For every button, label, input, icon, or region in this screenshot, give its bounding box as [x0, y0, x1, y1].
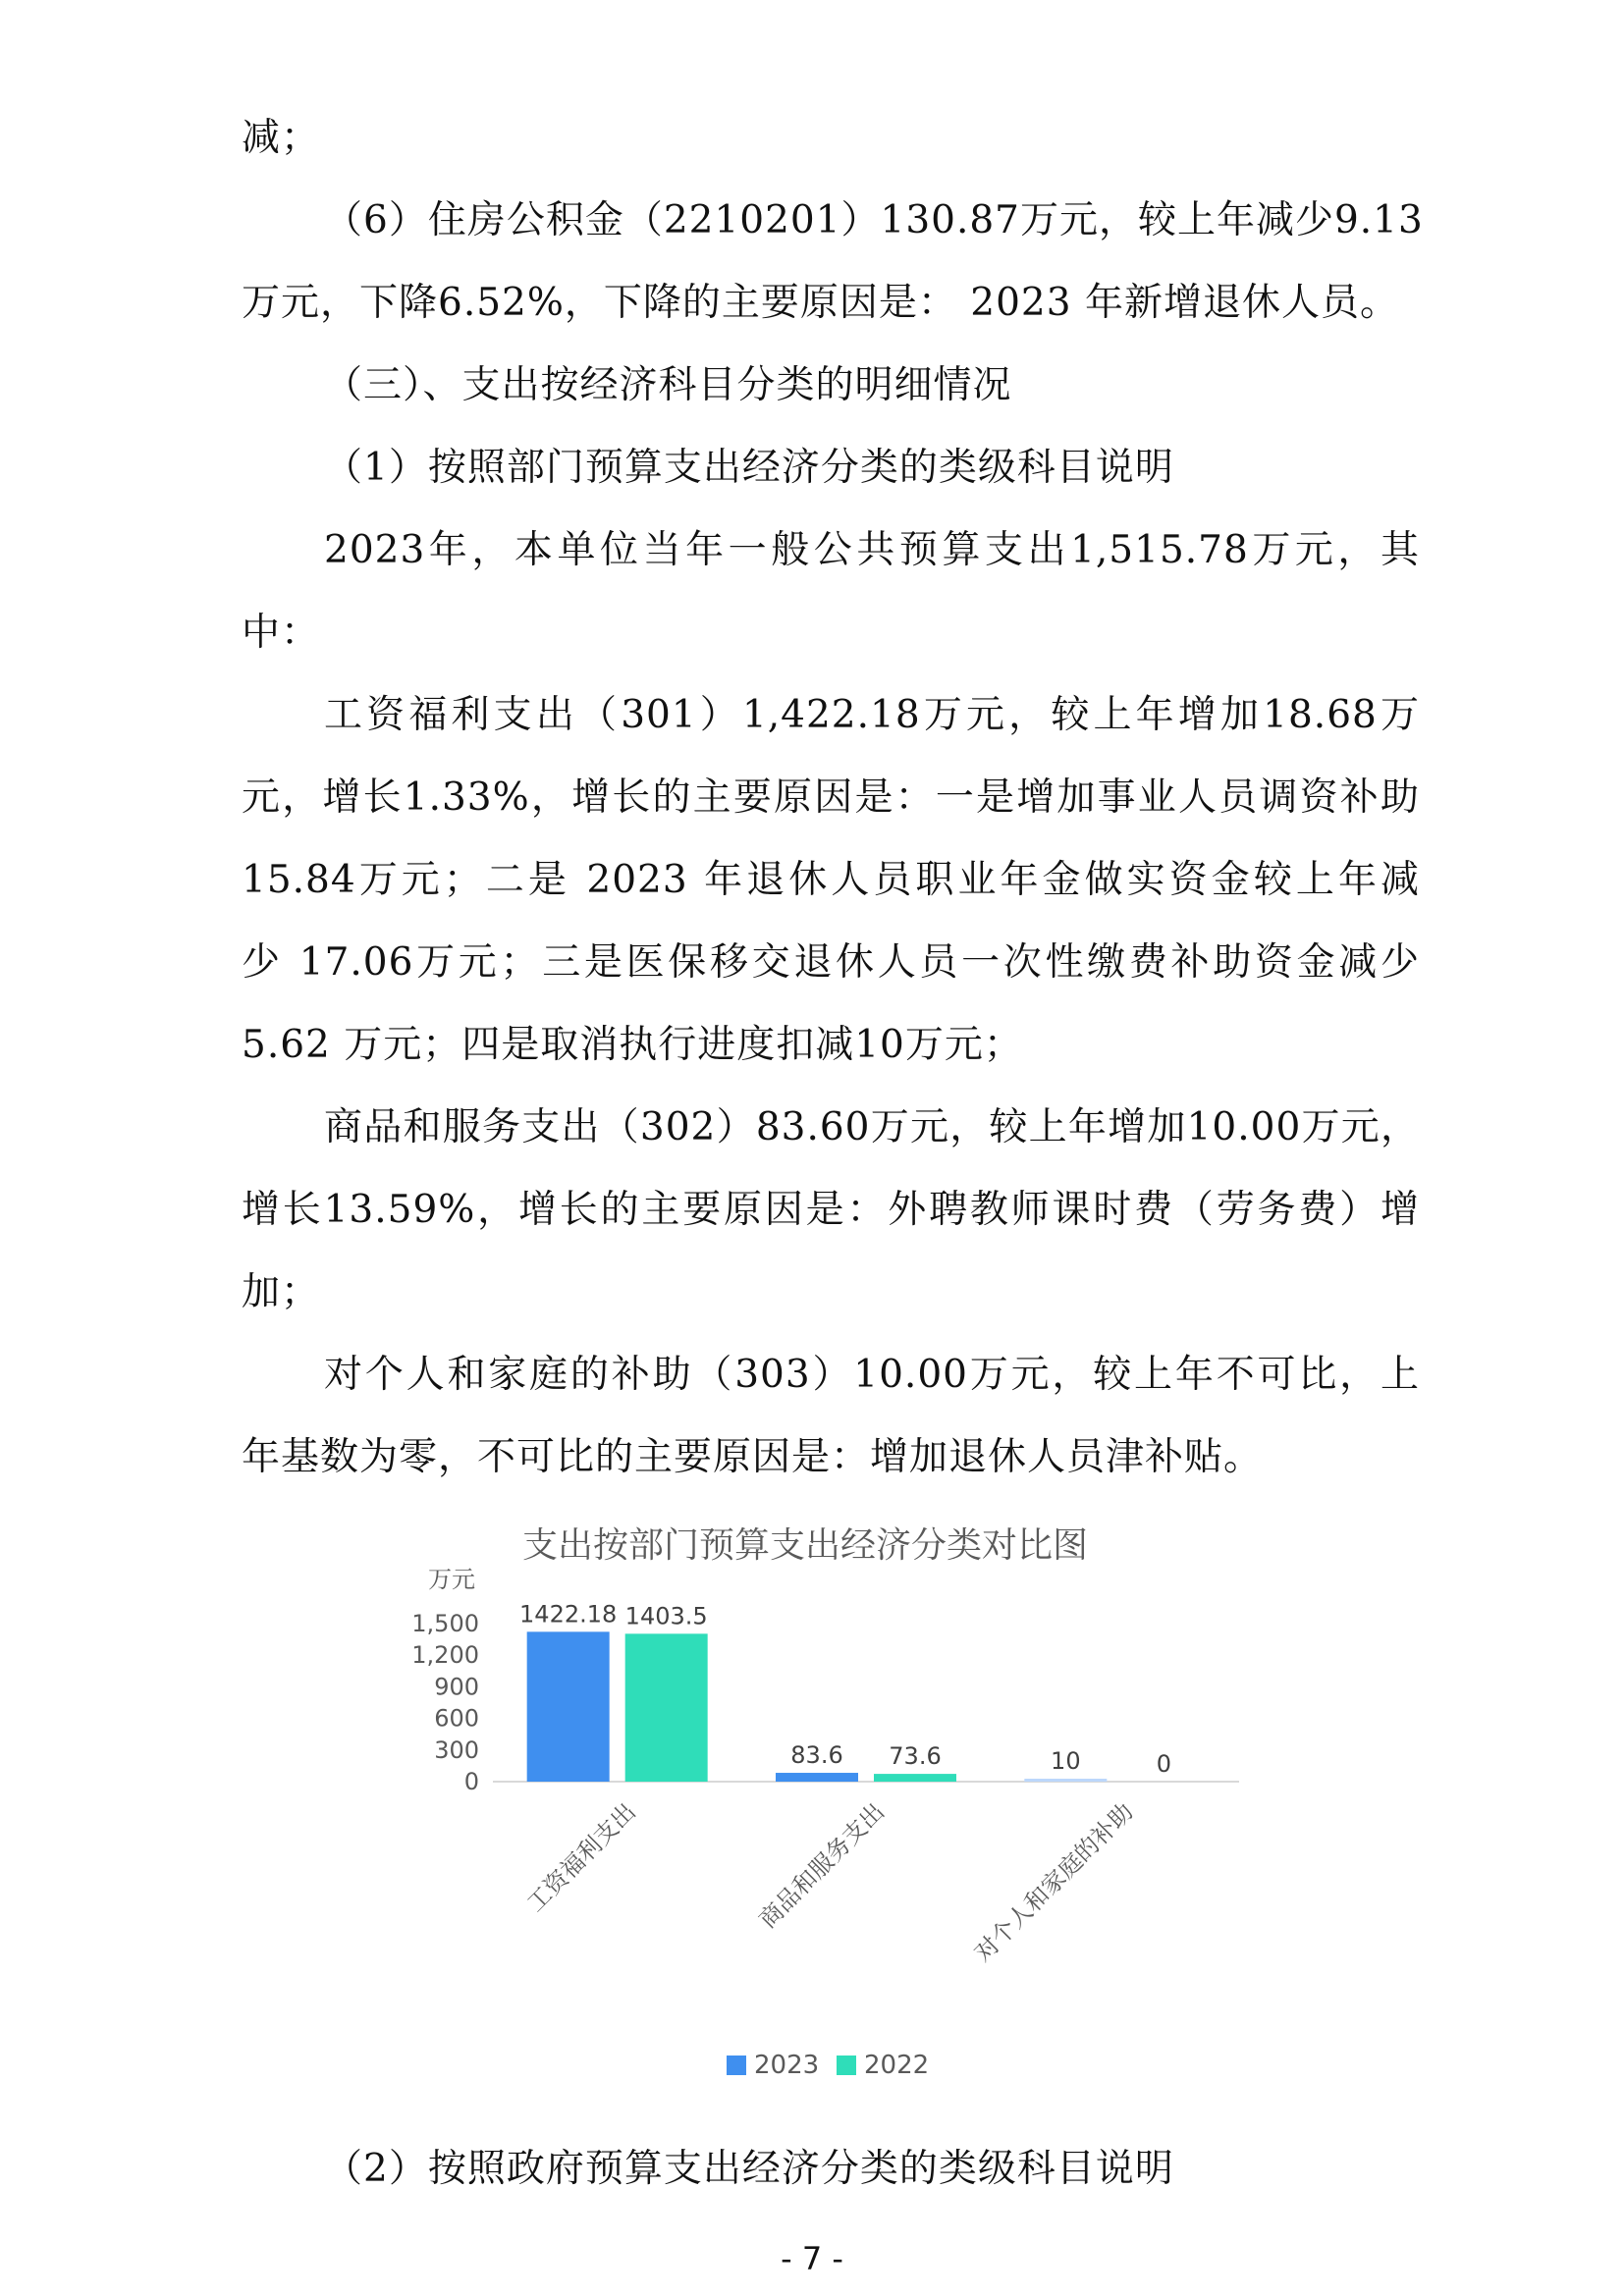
data-label: 73.6 [889, 1742, 942, 1771]
legend-swatch-2023 [727, 2056, 746, 2075]
y-axis-unit-label: 万元 [428, 1566, 475, 1593]
paragraph-line: 增长13.59%，增长的主要原因是：外聘教师课时费（劳务费）增 [242, 1188, 1420, 1232]
category-label: 对个人和家庭的补助 [969, 1797, 1139, 1967]
paragraph-line: 减； [242, 116, 321, 160]
subsection-heading: （1）按照部门预算支出经济分类的类级科目说明 [324, 446, 1174, 490]
bar-2022-0 [625, 1633, 708, 1782]
paragraph-line: 中： [242, 611, 321, 655]
footer-heading: （2）按照政府预算支出经济分类的类级科目说明 [324, 2147, 1174, 2191]
paragraph-line: 对个人和家庭的补助（303）10.00万元，较上年不可比，上 [324, 1353, 1420, 1397]
paragraph-line: （6）住房公积金（2210201）130.87万元，较上年减少9.13 [324, 198, 1424, 242]
paragraph-line: 年基数为零，不可比的主要原因是：增加退休人员津补贴。 [242, 1435, 1264, 1479]
y-tick-label: 600 [434, 1704, 479, 1733]
legend-swatch-2022 [837, 2056, 856, 2075]
data-label: 10 [1051, 1747, 1081, 1775]
y-tick-label: 1,500 [411, 1610, 479, 1637]
legend-label: 2023 [754, 2051, 820, 2080]
bar-2022-1 [874, 1774, 956, 1782]
paragraph-line: 5.62 万元；四是取消执行进度扣减10万元； [242, 1023, 1023, 1067]
page-number: - 7 - [781, 2240, 843, 2277]
bar-2023-0 [527, 1631, 610, 1782]
paragraph-line: 万元，下降6.52%，下降的主要原因是： 2023 年新增退休人员。 [242, 281, 1399, 325]
data-label: 0 [1156, 1750, 1171, 1778]
paragraph-line: 15.84万元；二是 2023 年退休人员职业年金做实资金较上年减 [242, 858, 1420, 902]
bar-2023-1 [776, 1773, 858, 1782]
paragraph-line: 加； [242, 1270, 321, 1314]
bar-2023-2 [1024, 1779, 1107, 1782]
y-tick-label: 900 [434, 1673, 479, 1701]
chart-title: 支出按部门预算支出经济分类对比图 [521, 1525, 1088, 1566]
y-tick-label: 300 [434, 1735, 479, 1764]
paragraph-line: 少 17.06万元；三是医保移交退休人员一次性缴费补助资金减少 [242, 940, 1420, 985]
y-tick-label: 1,200 [411, 1641, 479, 1670]
category-label: 工资福利支出 [521, 1797, 641, 1918]
y-tick-label: 0 [463, 1768, 479, 1795]
data-label: 1422.18 [519, 1600, 618, 1629]
paragraph-line: 商品和服务支出（302）83.60万元，较上年增加10.00万元， [324, 1105, 1420, 1149]
section-heading: （三）、支出按经济科目分类的明细情况 [324, 363, 1012, 407]
bar-chart [0, 1551, 1624, 2238]
data-label: 1403.5 [624, 1602, 708, 1630]
paragraph-line: 工资福利支出（301）1,422.18万元，较上年增加18.68万 [324, 693, 1420, 737]
data-label: 83.6 [790, 1741, 843, 1770]
paragraph-line: 元，增长1.33%，增长的主要原因是：一是增加事业人员调资补助 [242, 775, 1420, 820]
paragraph-line: 2023年，本单位当年一般公共预算支出1,515.78万元，其 [324, 528, 1420, 572]
category-label: 商品和服务支出 [753, 1797, 891, 1935]
legend-label: 2022 [864, 2051, 930, 2080]
